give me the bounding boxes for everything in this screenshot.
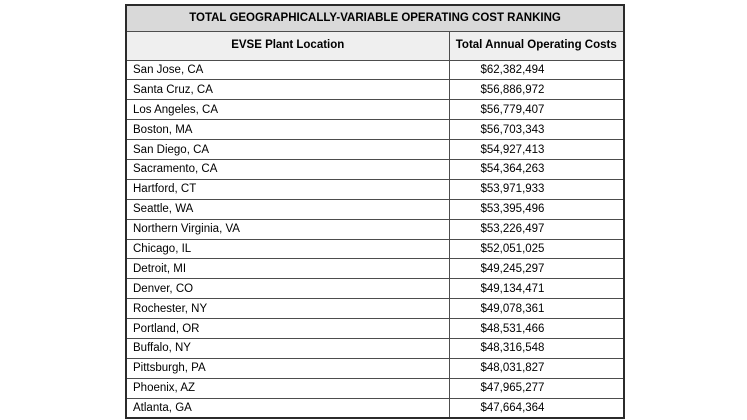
table-row xyxy=(126,259,624,279)
location-cell: Buffalo, NY xyxy=(126,338,449,358)
location-cell: Denver, CO xyxy=(126,279,449,299)
cost-cell: $56,779,407 xyxy=(449,100,624,120)
table-row xyxy=(126,378,624,398)
cost-cell: $62,382,494 xyxy=(449,60,624,80)
table-row xyxy=(126,338,624,358)
table-title: TOTAL GEOGRAPHICALLY-VARIABLE OPERATING COST RANKING xyxy=(126,5,624,31)
cost-cell: $54,364,263 xyxy=(449,159,624,179)
cost-cell: $53,971,933 xyxy=(449,179,624,199)
table-row xyxy=(126,100,624,120)
cost-cell: $48,031,827 xyxy=(449,358,624,378)
cost-cell: $47,965,277 xyxy=(449,378,624,398)
location-cell: Seattle, WA xyxy=(126,199,449,219)
location-cell: Sacramento, CA xyxy=(126,159,449,179)
table-row xyxy=(126,179,624,199)
table-row xyxy=(126,140,624,160)
table-body xyxy=(126,60,624,418)
location-cell: Portland, OR xyxy=(126,319,449,339)
location-cell: Chicago, IL xyxy=(126,239,449,259)
operating-cost-table xyxy=(125,4,625,419)
title-row xyxy=(126,5,624,31)
table-row xyxy=(126,398,624,418)
location-cell: Santa Cruz, CA xyxy=(126,80,449,100)
location-cell: Phoenix, AZ xyxy=(126,378,449,398)
table-row xyxy=(126,219,624,239)
cost-cell: $49,134,471 xyxy=(449,279,624,299)
table-row xyxy=(126,319,624,339)
location-cell: Pittsburgh, PA xyxy=(126,358,449,378)
cost-cell: $53,395,496 xyxy=(449,199,624,219)
table-container xyxy=(125,4,623,419)
cost-cell: $49,078,361 xyxy=(449,299,624,319)
column-header-location: EVSE Plant Location xyxy=(126,31,449,60)
table-row xyxy=(126,279,624,299)
cost-cell: $48,531,466 xyxy=(449,319,624,339)
cost-cell: $56,703,343 xyxy=(449,120,624,140)
location-cell: San Jose, CA xyxy=(126,60,449,80)
table-row xyxy=(126,358,624,378)
column-header-cost: Total Annual Operating Costs xyxy=(449,31,624,60)
table-row xyxy=(126,120,624,140)
location-cell: San Diego, CA xyxy=(126,140,449,160)
column-header-row xyxy=(126,31,624,60)
cost-cell: $53,226,497 xyxy=(449,219,624,239)
location-cell: Detroit, MI xyxy=(126,259,449,279)
location-cell: Hartford, CT xyxy=(126,179,449,199)
location-cell: Boston, MA xyxy=(126,120,449,140)
table-row xyxy=(126,159,624,179)
cost-cell: $56,886,972 xyxy=(449,80,624,100)
table-row xyxy=(126,239,624,259)
location-cell: Rochester, NY xyxy=(126,299,449,319)
location-cell: Los Angeles, CA xyxy=(126,100,449,120)
cost-cell: $54,927,413 xyxy=(449,140,624,160)
table-row xyxy=(126,60,624,80)
cost-cell: $47,664,364 xyxy=(449,398,624,418)
cost-cell: $48,316,548 xyxy=(449,338,624,358)
table-row xyxy=(126,299,624,319)
cost-cell: $49,245,297 xyxy=(449,259,624,279)
table-row xyxy=(126,80,624,100)
location-cell: Atlanta, GA xyxy=(126,398,449,418)
location-cell: Northern Virginia, VA xyxy=(126,219,449,239)
cost-cell: $52,051,025 xyxy=(449,239,624,259)
table-row xyxy=(126,199,624,219)
